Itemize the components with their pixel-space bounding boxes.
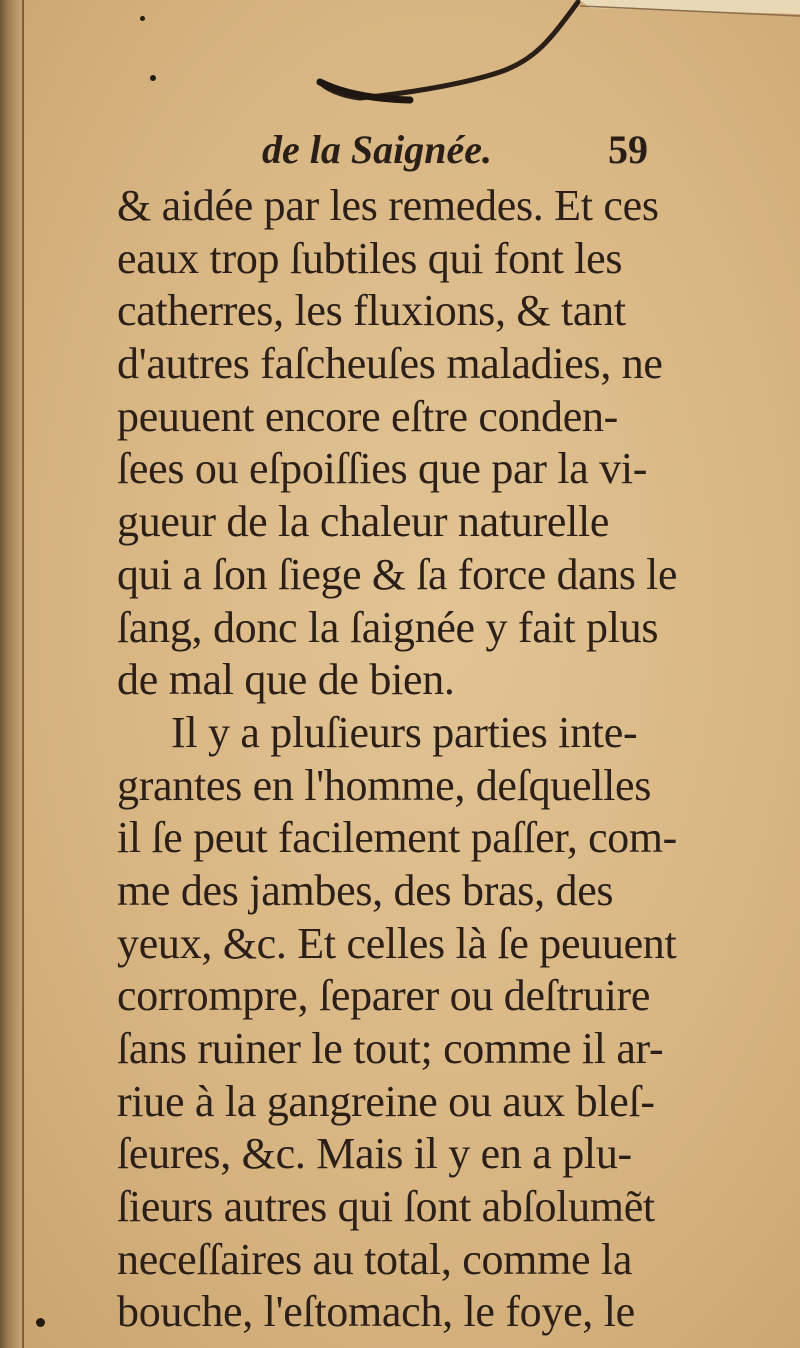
text-line: il ſe peut facilement paſſer, com- xyxy=(117,813,677,863)
text-line: neceſſaires au total, comme la xyxy=(117,1234,633,1284)
text-line: ſieurs autres qui ſont abſolumẽt xyxy=(117,1182,655,1232)
page-header xyxy=(0,118,800,178)
text-line: bouche, l'eſtomach, le foye, le xyxy=(117,1287,635,1337)
text-line: & aidée par les remedes. Et ces xyxy=(117,181,659,230)
text-line: ſeures, &c. Mais il y en a plu- xyxy=(117,1129,632,1179)
gutter-line xyxy=(22,0,24,1348)
text-line: ſans ruiner le tout; comme il ar- xyxy=(117,1024,664,1073)
body-text xyxy=(117,180,677,1339)
binding-edge xyxy=(0,0,22,1348)
paper-tear-mark xyxy=(300,0,800,110)
text-line: eaux trop ſubtiles qui font les xyxy=(117,233,623,283)
paragraph-start-line: Il y a pluſieurs parties inte- xyxy=(171,707,638,757)
text-line: peuuent encore eſtre conden- xyxy=(117,391,618,441)
ink-speck xyxy=(36,1318,45,1327)
text-line: ſees ou eſpoiſſies que par la vi- xyxy=(117,444,648,494)
text-line: corrompre, ſeparer ou deſtruire xyxy=(117,971,651,1021)
text-line: gueur de la chaleur naturelle xyxy=(117,497,610,547)
text-line: de mal que de bien. xyxy=(117,655,455,705)
ink-speck xyxy=(150,75,156,81)
text-line: riue à la gangreine ou aux bleſ- xyxy=(117,1076,655,1126)
text-line: grantes en l'homme, deſquelles xyxy=(117,760,652,810)
running-head: de la Saignée. xyxy=(262,127,492,172)
text-line: ſang, donc la ſaignée y fait plus xyxy=(117,602,659,652)
text-line: qui a ſon ſiege & ſa force dans le xyxy=(117,549,678,599)
page-number: 59 xyxy=(608,127,648,172)
text-line: me des jambes, des bras, des xyxy=(117,865,614,915)
ink-speck xyxy=(140,16,145,21)
text-line: catherres, les fluxions, & tant xyxy=(117,286,626,336)
text-line: d'autres faſcheuſes maladies, ne xyxy=(117,339,663,389)
text-line: yeux, &c. Et celles là ſe peuuent xyxy=(117,918,677,968)
